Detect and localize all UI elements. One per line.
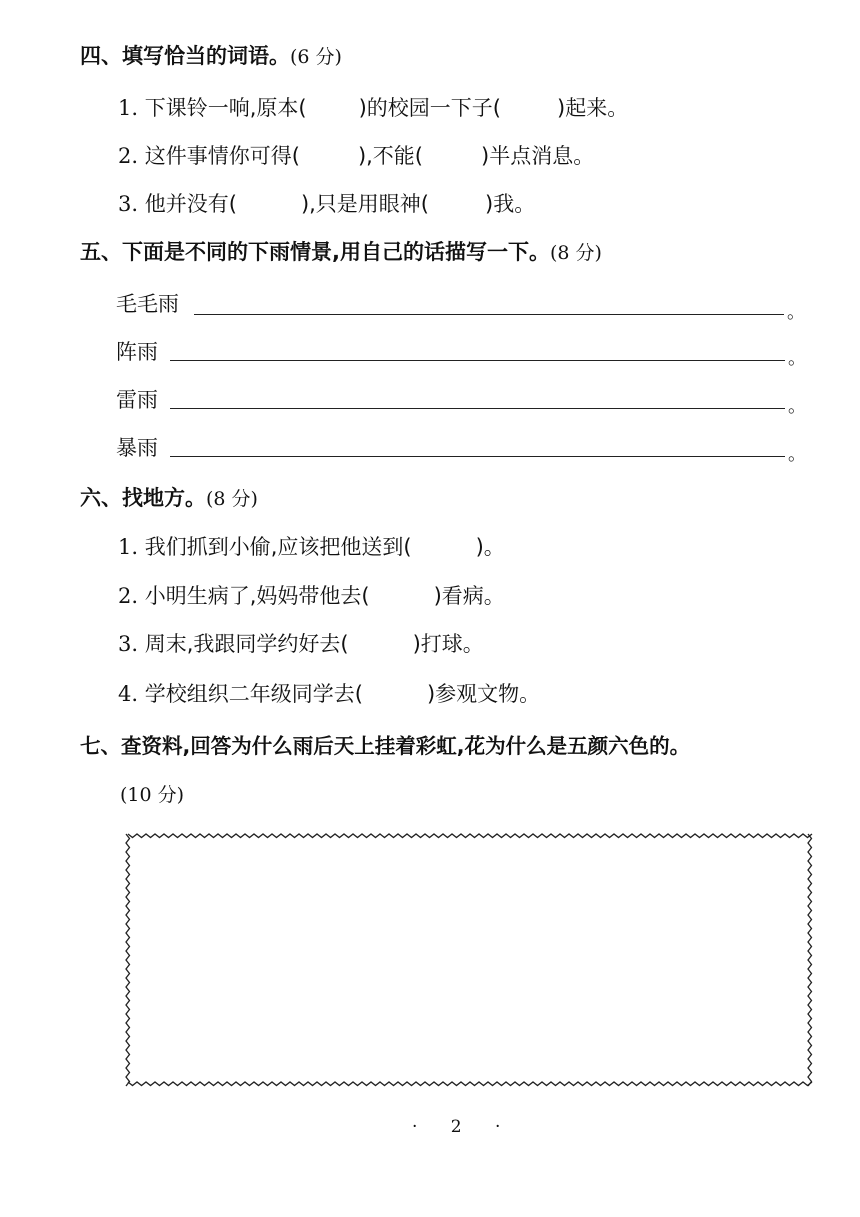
section-5-heading bbox=[80, 236, 602, 266]
rain-label-drizzle: 毛毛雨 bbox=[116, 292, 179, 316]
answer-line-shower[interactable] bbox=[170, 360, 785, 361]
section-6-heading bbox=[80, 482, 258, 512]
section-4-heading bbox=[80, 40, 342, 70]
answer-box[interactable] bbox=[120, 826, 820, 1096]
section-6-item-3: 3. 周末,我跟同学约好去( )打球。 bbox=[118, 632, 484, 656]
section-4-score: (6 分) bbox=[290, 46, 342, 68]
line-end-period: 。 bbox=[787, 302, 805, 323]
section-7-heading: 七、查资料,回答为什么雨后天上挂着彩虹,花为什么是五颜六色的。 bbox=[80, 734, 691, 758]
section-4-item-3: 3. 他并没有( ),只是用眼神( )我。 bbox=[118, 192, 536, 216]
section-4-item-1: 1. 下课铃一响,原本( )的校园一下子( )起来。 bbox=[118, 96, 629, 120]
line-end-period: 。 bbox=[788, 348, 806, 369]
section-5-score: (8 分) bbox=[549, 242, 602, 264]
box-border-left bbox=[126, 834, 130, 1086]
line-end-period: 。 bbox=[788, 396, 806, 417]
line-end-period: 。 bbox=[788, 444, 806, 465]
box-border-top bbox=[128, 834, 812, 838]
page-number: · 2 · bbox=[412, 1117, 515, 1137]
box-border-right bbox=[808, 834, 812, 1086]
section-6-item-1: 1. 我们抓到小偷,应该把他送到( )。 bbox=[118, 535, 505, 559]
answer-line-rainstorm[interactable] bbox=[170, 456, 785, 457]
section-6-item-2: 2. 小明生病了,妈妈带他去( )看病。 bbox=[118, 584, 505, 608]
section-6-score: (8 分) bbox=[206, 488, 258, 510]
answer-line-drizzle[interactable] bbox=[194, 314, 784, 315]
section-6-title: 六、找地方。 bbox=[80, 486, 206, 510]
answer-line-thunderstorm[interactable] bbox=[170, 408, 785, 409]
rain-label-rainstorm: 暴雨 bbox=[116, 436, 158, 460]
section-6-item-4: 4. 学校组织二年级同学去( )参观文物。 bbox=[118, 682, 541, 706]
box-border-bottom bbox=[128, 1082, 812, 1086]
section-5-title: 五、下面是不同的下雨情景,用自己的话描写一下。 bbox=[80, 240, 550, 264]
section-7-score: (10 分) bbox=[120, 784, 185, 806]
rain-label-thunderstorm: 雷雨 bbox=[116, 388, 158, 412]
section-4-title: 四、填写恰当的词语。 bbox=[80, 44, 290, 68]
section-4-item-2: 2. 这件事情你可得( ),不能( )半点消息。 bbox=[118, 144, 595, 168]
rain-label-shower: 阵雨 bbox=[116, 340, 158, 364]
